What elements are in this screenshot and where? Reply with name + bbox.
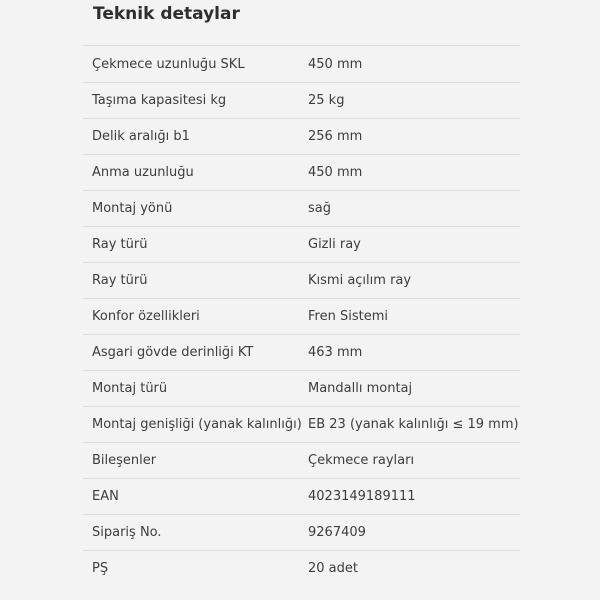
spec-label: Bileşenler (92, 453, 157, 468)
spec-row-nominal-length (83, 154, 520, 190)
spec-value: Kısmi açılım ray (308, 273, 412, 288)
spec-label: Montaj türü (92, 381, 168, 396)
spec-label: Taşıma kapasitesi kg (92, 93, 227, 108)
spec-value: EB 23 (yanak kalınlığı ≤ 19 mm) (308, 417, 519, 432)
spec-label: Anma uzunluğu (92, 165, 194, 180)
spec-row-mounting-width (83, 406, 520, 442)
spec-value: 450 mm (308, 56, 363, 72)
spec-value: 463 mm (308, 345, 363, 360)
spec-label: Montaj yönü (92, 201, 173, 216)
spec-label: Asgari gövde derinliği KT (92, 345, 254, 360)
spec-label: Delik aralığı b1 (92, 129, 190, 144)
spec-row-comfort-features (83, 298, 520, 334)
spec-row-components (83, 442, 520, 478)
spec-label: Sipariş No. (92, 525, 162, 540)
spec-label: Çekmece uzunluğu SKL (92, 56, 245, 72)
spec-value: 450 mm (308, 165, 363, 180)
spec-row-rail-type-extension (83, 262, 520, 298)
spec-row-packaging-unit (83, 550, 520, 586)
spec-value: 20 adet (308, 561, 358, 576)
spec-label: Ray türü (92, 273, 148, 288)
spec-row-drawer-length (83, 45, 520, 82)
spec-value: sağ (308, 201, 331, 216)
spec-table (83, 45, 520, 586)
spec-row-min-cabinet-depth (83, 334, 520, 370)
spec-value: 256 mm (308, 129, 363, 144)
spec-value: 25 kg (308, 93, 345, 108)
spec-row-order-number (83, 514, 520, 550)
spec-row-mounting-direction (83, 190, 520, 226)
spec-value: Çekmece rayları (308, 453, 415, 468)
spec-row-rail-type (83, 226, 520, 262)
section-title: Teknik detaylar (93, 4, 240, 24)
spec-label: EAN (92, 489, 119, 504)
spec-row-hole-spacing (83, 118, 520, 154)
spec-row-load-capacity (83, 82, 520, 118)
spec-row-ean (83, 478, 520, 514)
spec-label: Konfor özellikleri (92, 309, 200, 324)
spec-value: Gizli ray (308, 237, 361, 252)
spec-value: Fren Sistemi (308, 309, 388, 324)
spec-row-mounting-type (83, 370, 520, 406)
spec-label: Ray türü (92, 237, 148, 252)
spec-value: 4023149189111 (308, 489, 416, 504)
spec-value: Mandallı montaj (308, 381, 413, 396)
spec-label: PŞ (92, 561, 109, 576)
spec-label: Montaj genişliği (yanak kalınlığı) (92, 417, 302, 432)
spec-value: 9267409 (308, 525, 366, 540)
